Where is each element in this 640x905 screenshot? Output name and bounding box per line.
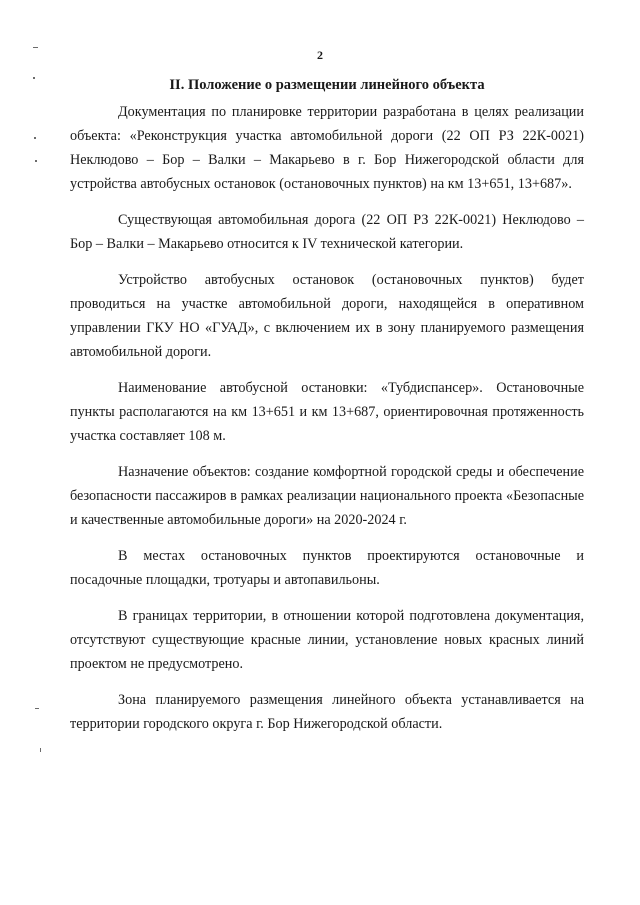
scan-mark (35, 160, 37, 162)
paragraph-3: Устройство автобусных остановок (остановочных пунктов) будет проводиться на участке автомобильной дороги, находящейся в оперативном управлении ГКУ НО «ГУАД», с включением их в зону планируемого размещения автомобильной дороги. (70, 272, 584, 360)
scan-mark (33, 47, 38, 48)
paragraph-8: Зона планируемого размещения линейного объекта устанавливается на территории городского округа г. Бор Нижегородской области. (70, 692, 584, 732)
paragraph-5: Назначение объектов: создание комфортной городской среды и обеспечение безопасности пассажиров в рамках реализации национального проекта «Безопасные и качественные автомобильные дороги» на 2020-2024 г. (70, 464, 584, 528)
paragraph-1: Документация по планировке территории разработана в целях реализации объекта: «Реконструкция участка автомобильной дороги (22 ОП РЗ 22К-0021) Неклюдово – Бор – Валки – Макарьево в г. Бор Нижегородской области для устройства автобусных остановок (остановочных пунктов) на км 13+651, 13+687». (70, 104, 584, 192)
scan-mark (40, 748, 41, 752)
scan-mark (33, 77, 35, 79)
section-heading: II. Положение о размещении линейного объекта (169, 77, 485, 93)
paragraph-6: В местах остановочных пунктов проектируются остановочные и посадочные площадки, тротуары и автопавильоны. (70, 548, 584, 588)
paragraph-4: Наименование автобусной остановки: «Тубдиспансер». Остановочные пункты располагаются на км 13+651 и км 13+687, ориентировочная протяженность участка составляет 108 м. (70, 380, 584, 444)
scan-mark (35, 708, 39, 709)
paragraph-2: Существующая автомобильная дорога (22 ОП РЗ 22К-0021) Неклюдово – Бор – Валки – Макарьево относится к IV технической категории. (70, 212, 584, 252)
page-number: 2 (317, 48, 323, 62)
scan-mark (34, 137, 36, 139)
paragraph-7: В границах территории, в отношении которой подготовлена документация, отсутствуют существующие красные линии, установление новых красных линий проектом не предусмотрено. (70, 608, 584, 672)
document-body (70, 100, 584, 748)
